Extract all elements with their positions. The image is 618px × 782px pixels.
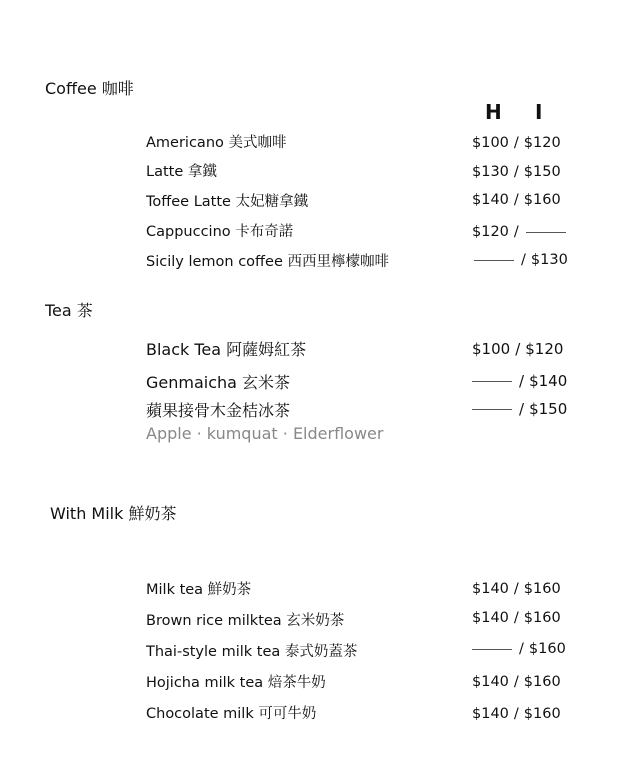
price-separator: / [519,372,525,390]
price-i: $150 [529,400,568,418]
price-separator: / [513,610,519,626]
menu-item-latte: Latte 拿鐵 [146,164,217,180]
price-h: $140 [472,192,509,208]
price-i: $160 [523,581,561,597]
menu-price-apple-kumquat-tea [470,400,567,418]
menu-price-latte [472,163,561,181]
price-separator: / [513,192,519,208]
price-i: $160 [523,610,561,626]
price-i: $140 [529,372,568,390]
price-h: $140 [472,706,509,722]
menu-price-toffee-latte [472,191,561,209]
menu-item-americano: Americano 美式咖啡 [146,135,287,151]
price-separator: / [521,252,526,268]
price-i: $160 [523,674,561,690]
price-h: $140 [472,674,509,690]
price-h: $120 [472,224,509,240]
menu-price-cappuccino [472,223,568,241]
price-h: $100 [472,135,509,151]
section-title-tea: Tea 茶 [45,301,93,320]
menu-price-chocolate-milk [472,705,561,723]
menu-item-subtitle: Apple · kumquat · Elderflower [146,424,384,443]
menu-item-milk-tea: Milk tea 鮮奶茶 [146,582,252,598]
price-separator: / [513,224,519,240]
menu-price-sicily-lemon-coffee [472,251,568,269]
price-separator: / [513,674,519,690]
menu-item-apple-kumquat-tea: 蘋果接骨木金桔冰茶 [146,401,291,420]
price-separator: / [513,706,519,722]
menu-price-black-tea [472,340,563,358]
price-unavailable-dash [526,232,566,233]
price-i: $130 [530,252,568,268]
price-i: $120 [525,340,564,358]
section-title-with-milk: With Milk 鮮奶茶 [50,504,177,523]
menu-price-milk-tea [472,580,561,598]
price-h: $140 [472,610,509,626]
price-separator: / [513,581,519,597]
menu-item-genmaicha: Genmaicha 玄米茶 [146,373,291,392]
menu-price-hojicha-milk-tea [472,673,561,691]
menu-price-brown-rice-milktea [472,609,561,627]
menu-price-americano [472,134,561,152]
menu-item-sicily-lemon-coffee: Sicily lemon coffee 西西里檸檬咖啡 [146,254,389,270]
menu-item-cappuccino: Cappuccino 卡布奇諾 [146,224,294,240]
menu-price-thai-milk-tea [470,640,566,658]
price-separator: / [513,135,519,151]
price-unavailable-dash [472,409,512,410]
menu-price-genmaicha [470,372,567,390]
price-unavailable-dash [472,381,512,382]
section-title-coffee: Coffee 咖啡 [45,79,134,98]
menu-item-chocolate-milk: Chocolate milk 可可牛奶 [146,706,317,722]
menu-item-black-tea: Black Tea 阿薩姆紅茶 [146,340,307,359]
price-separator: / [515,340,521,358]
price-unavailable-dash [472,649,512,650]
price-unavailable-dash [474,260,514,261]
price-i: $160 [523,192,561,208]
menu-item-toffee-latte: Toffee Latte 太妃糖拿鐵 [146,194,309,210]
column-header-i: I [535,100,543,124]
price-i: $120 [523,135,561,151]
menu-item-hojicha-milk-tea: Hojicha milk tea 焙茶牛奶 [146,675,326,691]
price-h: $140 [472,581,509,597]
price-separator: / [519,400,525,418]
column-header-h: H [485,100,502,124]
menu-item-brown-rice-milktea: Brown rice milktea 玄米奶茶 [146,613,345,629]
price-i: $160 [528,641,566,657]
price-i: $150 [523,164,561,180]
price-h: $100 [472,340,511,358]
menu-item-thai-milk-tea: Thai-style milk tea 泰式奶蓋茶 [146,644,358,660]
price-h: $130 [472,164,509,180]
price-separator: / [519,641,524,657]
price-separator: / [513,164,519,180]
price-i: $160 [523,706,561,722]
